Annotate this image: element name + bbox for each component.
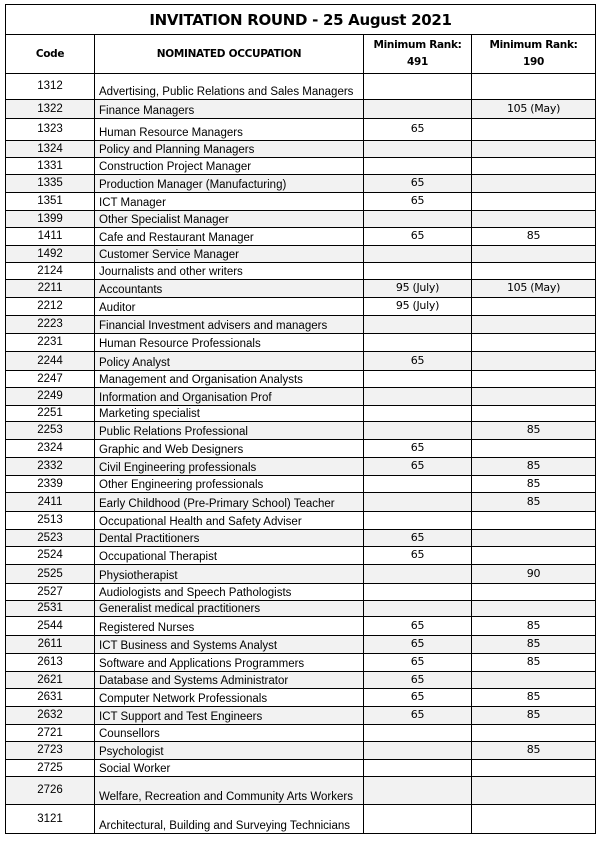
rank-190-cell [472, 141, 596, 158]
table-row [6, 352, 596, 371]
rank-190-cell: 85 [472, 493, 596, 512]
rank-190-cell: 85 [472, 742, 596, 760]
table-row [6, 298, 596, 316]
table-row [6, 263, 596, 280]
code-cell: 2544 [6, 617, 95, 636]
rank-190-cell [472, 601, 596, 617]
occupation-cell: Civil Engineering professionals [95, 458, 364, 476]
rank-491-cell: 65 [364, 440, 472, 458]
code-cell: 2721 [6, 725, 95, 742]
rank-491-cell [364, 760, 472, 777]
rank-491-cell [364, 141, 472, 158]
table-row [6, 119, 596, 141]
code-cell: 2211 [6, 280, 95, 298]
occupation-cell: Construction Project Manager [95, 158, 364, 175]
rank-491-cell [364, 476, 472, 493]
rank-190-cell: 85 [472, 228, 596, 246]
table-row [6, 334, 596, 352]
code-cell: 1322 [6, 100, 95, 119]
code-cell: 2332 [6, 458, 95, 476]
occupation-cell: Occupational Therapist [95, 547, 364, 565]
rank-491-cell [364, 493, 472, 512]
table-row [6, 100, 596, 119]
rank-491-cell: 95 (July) [364, 280, 472, 298]
rank-190-cell [472, 760, 596, 777]
rank-190-cell: 85 [472, 458, 596, 476]
table-row [6, 388, 596, 406]
code-cell: 2723 [6, 742, 95, 760]
occupation-cell: Registered Nurses [95, 617, 364, 636]
code-cell: 1324 [6, 141, 95, 158]
occupation-cell: Advertising, Public Relations and Sales Managers [95, 74, 364, 100]
rank-190-cell [472, 440, 596, 458]
rank-190-cell [472, 334, 596, 352]
code-cell: 2621 [6, 672, 95, 689]
rank-190-cell [472, 406, 596, 422]
code-cell: 2247 [6, 371, 95, 388]
code-cell: 2249 [6, 388, 95, 406]
code-cell: 1411 [6, 228, 95, 246]
code-cell: 1323 [6, 119, 95, 141]
occupation-cell: Software and Applications Programmers [95, 654, 364, 672]
rank-190-cell [472, 119, 596, 141]
occupation-cell: Information and Organisation Prof [95, 388, 364, 406]
rank-491-cell [364, 584, 472, 601]
rank-190-cell [472, 805, 596, 834]
code-cell: 2339 [6, 476, 95, 493]
table-row [6, 565, 596, 584]
rank-491-cell: 65 [364, 672, 472, 689]
code-cell: 2632 [6, 707, 95, 725]
occupation-cell: Human Resource Managers [95, 119, 364, 141]
rank-190-cell [472, 672, 596, 689]
occupation-cell: Database and Systems Administrator [95, 672, 364, 689]
rank-491-cell [364, 565, 472, 584]
rank-190-cell [472, 584, 596, 601]
table-row [6, 672, 596, 689]
rank-190-cell: 85 [472, 476, 596, 493]
table-row [6, 74, 596, 100]
rank-491-cell [364, 406, 472, 422]
rank-190-cell: 85 [472, 617, 596, 636]
table-row [6, 158, 596, 175]
rank-190-cell [472, 175, 596, 193]
rank-491-cell: 65 [364, 530, 472, 547]
rank-190-cell [472, 512, 596, 530]
occupation-cell: Public Relations Professional [95, 422, 364, 440]
header-occupation: NOMINATED OCCUPATION [95, 35, 364, 74]
table-row [6, 316, 596, 334]
table-body [6, 74, 596, 834]
table-row [6, 246, 596, 263]
header-rank-491 [364, 35, 472, 74]
rank-190-cell: 90 [472, 565, 596, 584]
table-row [6, 805, 596, 834]
code-cell: 2324 [6, 440, 95, 458]
rank-491-cell [364, 316, 472, 334]
table-row [6, 777, 596, 805]
rank-491-cell: 65 [364, 352, 472, 371]
rank-491-cell: 65 [364, 654, 472, 672]
rank-190-cell: 85 [472, 654, 596, 672]
rank-491-cell: 65 [364, 707, 472, 725]
rank-491-cell: 65 [364, 119, 472, 141]
rank-190-cell [472, 211, 596, 228]
code-cell: 2725 [6, 760, 95, 777]
occupation-cell: Graphic and Web Designers [95, 440, 364, 458]
rank-491-cell: 65 [364, 193, 472, 211]
code-cell: 2411 [6, 493, 95, 512]
code-cell: 2513 [6, 512, 95, 530]
code-cell: 2253 [6, 422, 95, 440]
rank-491-cell [364, 211, 472, 228]
table-row [6, 280, 596, 298]
rank-190-cell [472, 547, 596, 565]
header-rank-190-label: Minimum Rank: [489, 39, 578, 51]
table-row [6, 530, 596, 547]
rank-491-cell [364, 100, 472, 119]
code-cell: 2231 [6, 334, 95, 352]
code-cell: 2523 [6, 530, 95, 547]
rank-491-cell: 65 [364, 458, 472, 476]
code-cell: 3121 [6, 805, 95, 834]
table-row [6, 422, 596, 440]
rank-491-cell [364, 388, 472, 406]
occupation-cell: Cafe and Restaurant Manager [95, 228, 364, 246]
occupation-cell: Counsellors [95, 725, 364, 742]
table-row [6, 512, 596, 530]
occupation-cell: Journalists and other writers [95, 263, 364, 280]
rank-491-cell [364, 742, 472, 760]
table-title: INVITATION ROUND - 25 August 2021 [6, 5, 596, 35]
rank-491-cell [364, 334, 472, 352]
rank-491-cell [364, 777, 472, 805]
rank-190-cell [472, 74, 596, 100]
occupation-cell: Financial Investment advisers and managers [95, 316, 364, 334]
rank-190-cell [472, 158, 596, 175]
occupation-cell: Other Engineering professionals [95, 476, 364, 493]
rank-190-cell [472, 777, 596, 805]
table-row [6, 211, 596, 228]
header-rank-491-label: Minimum Rank: [373, 39, 462, 51]
rank-491-cell [364, 512, 472, 530]
table-row [6, 371, 596, 388]
table-row [6, 406, 596, 422]
occupation-cell: Social Worker [95, 760, 364, 777]
table-row [6, 493, 596, 512]
rank-190-cell [472, 371, 596, 388]
rank-491-cell [364, 601, 472, 617]
code-cell: 2531 [6, 601, 95, 617]
occupation-cell: Policy Analyst [95, 352, 364, 371]
header-row [6, 35, 596, 74]
header-rank-491-value: 491 [406, 56, 429, 68]
rank-190-cell: 105 (May) [472, 280, 596, 298]
table-row [6, 725, 596, 742]
table-row [6, 476, 596, 493]
table-row [6, 742, 596, 760]
rank-491-cell [364, 263, 472, 280]
table-row [6, 458, 596, 476]
table-row [6, 547, 596, 565]
code-cell: 2527 [6, 584, 95, 601]
occupation-cell: ICT Business and Systems Analyst [95, 636, 364, 654]
rank-190-cell [472, 352, 596, 371]
rank-190-cell: 85 [472, 636, 596, 654]
table-row [6, 636, 596, 654]
occupation-cell: Computer Network Professionals [95, 689, 364, 707]
occupation-cell: Physiotherapist [95, 565, 364, 584]
code-cell: 1331 [6, 158, 95, 175]
occupation-cell: Policy and Planning Managers [95, 141, 364, 158]
occupation-cell: Architectural, Building and Surveying Technicians [95, 805, 364, 834]
occupation-cell: Psychologist [95, 742, 364, 760]
rank-190-cell [472, 388, 596, 406]
occupation-cell: Accountants [95, 280, 364, 298]
occupation-cell: Finance Managers [95, 100, 364, 119]
table-row [6, 228, 596, 246]
table-row [6, 689, 596, 707]
code-cell: 1492 [6, 246, 95, 263]
occupation-cell: ICT Manager [95, 193, 364, 211]
rank-491-cell: 65 [364, 547, 472, 565]
rank-190-cell [472, 193, 596, 211]
rank-190-cell: 85 [472, 689, 596, 707]
rank-190-cell [472, 246, 596, 263]
table-row [6, 654, 596, 672]
rank-491-cell: 65 [364, 175, 472, 193]
code-cell: 2613 [6, 654, 95, 672]
code-cell: 1351 [6, 193, 95, 211]
rank-491-cell [364, 725, 472, 742]
code-cell: 2726 [6, 777, 95, 805]
code-cell: 1335 [6, 175, 95, 193]
rank-190-cell: 85 [472, 422, 596, 440]
code-cell: 2525 [6, 565, 95, 584]
rank-190-cell [472, 263, 596, 280]
occupation-cell: Auditor [95, 298, 364, 316]
rank-190-cell: 105 (May) [472, 100, 596, 119]
occupation-cell: Early Childhood (Pre-Primary School) Teacher [95, 493, 364, 512]
rank-491-cell: 65 [364, 617, 472, 636]
occupation-cell: Marketing specialist [95, 406, 364, 422]
occupation-cell: Human Resource Professionals [95, 334, 364, 352]
table-row [6, 193, 596, 211]
header-rank-190-value: 190 [522, 56, 545, 68]
rank-491-cell [364, 158, 472, 175]
code-cell: 1312 [6, 74, 95, 100]
code-cell: 2124 [6, 263, 95, 280]
header-rank-190 [472, 35, 596, 74]
rank-190-cell [472, 530, 596, 547]
occupation-cell: Dental Practitioners [95, 530, 364, 547]
code-cell: 2524 [6, 547, 95, 565]
code-cell: 2223 [6, 316, 95, 334]
occupation-cell: Customer Service Manager [95, 246, 364, 263]
occupation-cell: Audiologists and Speech Pathologists [95, 584, 364, 601]
rank-190-cell [472, 316, 596, 334]
rank-190-cell [472, 725, 596, 742]
table-row [6, 601, 596, 617]
occupation-cell: Production Manager (Manufacturing) [95, 175, 364, 193]
code-cell: 1399 [6, 211, 95, 228]
table-row [6, 440, 596, 458]
rank-491-cell: 65 [364, 636, 472, 654]
table-row [6, 175, 596, 193]
header-code: Code [6, 35, 95, 74]
code-cell: 2244 [6, 352, 95, 371]
table-row [6, 141, 596, 158]
table-row [6, 760, 596, 777]
occupation-cell: Generalist medical practitioners [95, 601, 364, 617]
occupation-cell: Management and Organisation Analysts [95, 371, 364, 388]
occupation-cell: Welfare, Recreation and Community Arts Workers [95, 777, 364, 805]
rank-491-cell [364, 371, 472, 388]
code-cell: 2611 [6, 636, 95, 654]
rank-491-cell [364, 422, 472, 440]
occupation-table [5, 4, 596, 834]
code-cell: 2212 [6, 298, 95, 316]
invitation-round-document [5, 4, 595, 834]
occupation-cell: ICT Support and Test Engineers [95, 707, 364, 725]
rank-491-cell: 65 [364, 228, 472, 246]
rank-190-cell: 85 [472, 707, 596, 725]
table-row [6, 617, 596, 636]
table-row [6, 707, 596, 725]
table-row [6, 584, 596, 601]
occupation-cell: Occupational Health and Safety Adviser [95, 512, 364, 530]
code-cell: 2251 [6, 406, 95, 422]
rank-491-cell [364, 805, 472, 834]
rank-491-cell: 65 [364, 689, 472, 707]
rank-491-cell [364, 74, 472, 100]
rank-491-cell: 95 (July) [364, 298, 472, 316]
rank-491-cell [364, 246, 472, 263]
rank-190-cell [472, 298, 596, 316]
code-cell: 2631 [6, 689, 95, 707]
occupation-cell: Other Specialist Manager [95, 211, 364, 228]
